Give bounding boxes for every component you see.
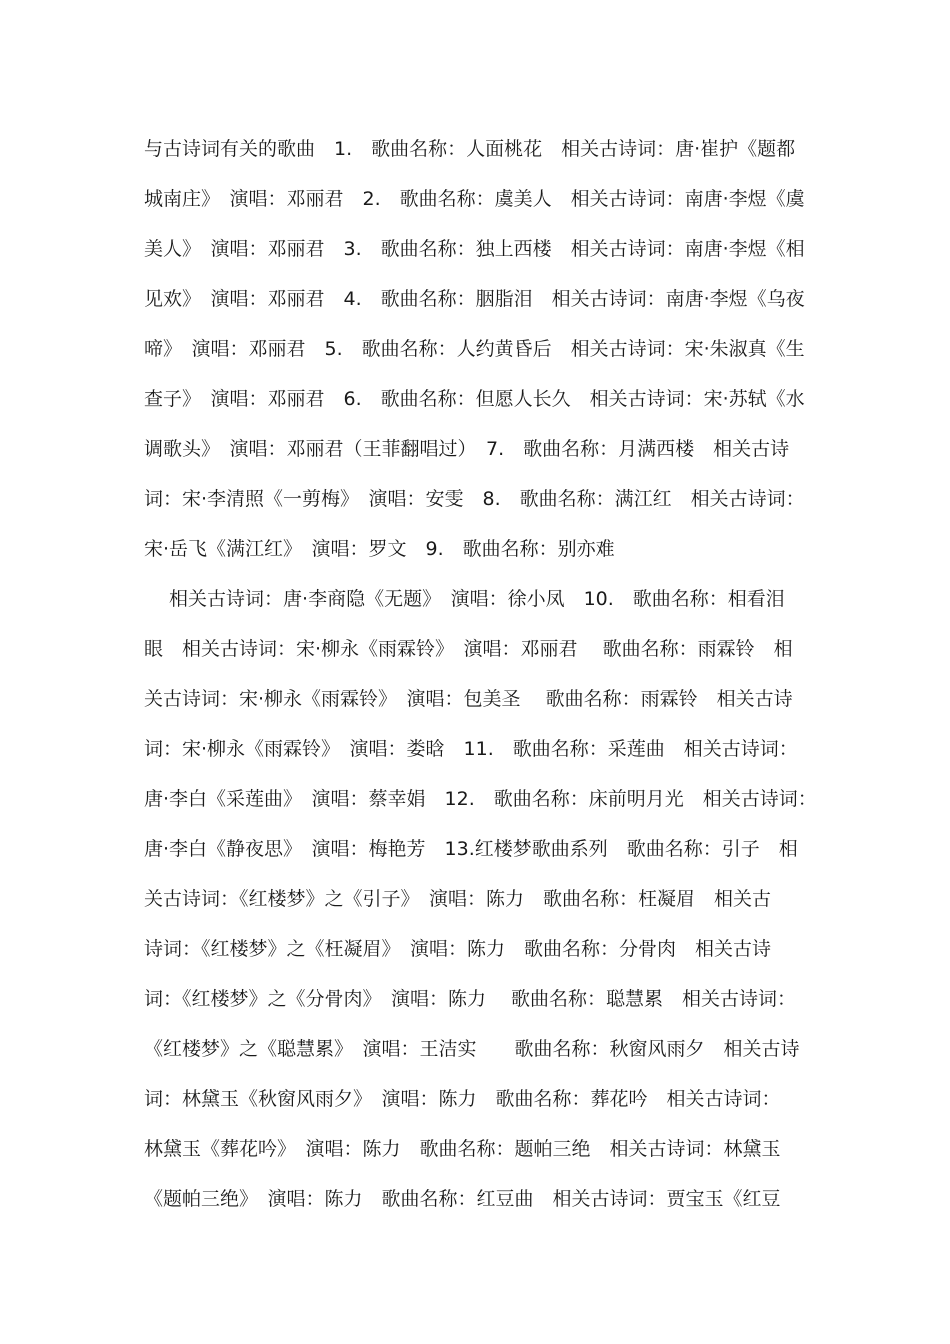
text-line: 城南庄》 演唱：邓丽君 2. 歌曲名称：虞美人 相关古诗词：南唐·李煜《虞	[144, 188, 805, 210]
text-line: 关古诗词：宋·柳永《雨霖铃》 演唱：包美圣 歌曲名称：雨霖铃 相关古诗	[144, 688, 793, 710]
text-line: 啼》 演唱：邓丽君 5. 歌曲名称：人约黄昏后 相关古诗词：宋·朱淑真《生	[144, 338, 805, 360]
text-line: 眼 相关古诗词：宋·柳永《雨霖铃》 演唱：邓丽君 歌曲名称：雨霖铃 相	[144, 638, 793, 660]
text-line: 宋·岳飞《满江红》 演唱：罗文 9. 歌曲名称：别亦难	[144, 538, 615, 560]
text-line: 调歌头》 演唱：邓丽君（王菲翻唱过） 7. 歌曲名称：月满西楼 相关古诗	[144, 438, 790, 460]
text-line: 词：宋·李清照《一剪梅》 演唱：安雯 8. 歌曲名称：满江红 相关古诗词：	[144, 488, 805, 510]
text-line: 与古诗词有关的歌曲 1. 歌曲名称：人面桃花 相关古诗词：唐·崔护《题都	[144, 138, 796, 160]
text-line: 关古诗词：《红楼梦》之《引子》 演唱：陈力 歌曲名称：枉凝眉 相关古	[144, 888, 772, 910]
text-line: 林黛玉《葬花吟》 演唱：陈力 歌曲名称：题帕三绝 相关古诗词：林黛玉	[144, 1138, 781, 1160]
text-line: 唐·李白《静夜思》 演唱：梅艳芳 13.红楼梦歌曲系列 歌曲名称：引子 相	[144, 838, 798, 860]
text-line: 美人》 演唱：邓丽君 3. 歌曲名称：独上西楼 相关古诗词：南唐·李煜《相	[144, 238, 805, 260]
text-line: 《红楼梦》之《聪慧累》 演唱：王洁实 歌曲名称：秋窗风雨夕 相关古诗	[144, 1038, 800, 1060]
text-line: 《题帕三绝》 演唱：陈力 歌曲名称：红豆曲 相关古诗词：贾宝玉《红豆	[144, 1188, 781, 1210]
text-line: 见欢》 演唱：邓丽君 4. 歌曲名称：胭脂泪 相关古诗词：南唐·李煜《乌夜	[144, 288, 805, 310]
text-line: 词：《红楼梦》之《分骨肉》 演唱：陈力 歌曲名称：聪慧累 相关古诗词：	[144, 988, 797, 1010]
text-line: 唐·李白《采莲曲》 演唱：蔡幸娟 12. 歌曲名称：床前明月光 相关古诗词：	[144, 788, 817, 810]
text-line: 诗词：《红楼梦》之《枉凝眉》 演唱：陈力 歌曲名称：分骨肉 相关古诗	[144, 938, 772, 960]
text-line: 词：林黛玉《秋窗风雨夕》 演唱：陈力 歌曲名称：葬花吟 相关古诗词：	[144, 1088, 781, 1110]
text-line: 词：宋·柳永《雨霖铃》 演唱：娄晗 11. 歌曲名称：采莲曲 相关古诗词：	[144, 738, 798, 760]
text-line: 相关古诗词：唐·李商隐《无题》 演唱：徐小凤 10. 歌曲名称：相看泪	[144, 588, 785, 610]
text-line: 查子》 演唱：邓丽君 6. 歌曲名称：但愿人长久 相关古诗词：宋·苏轼《水	[144, 388, 805, 410]
